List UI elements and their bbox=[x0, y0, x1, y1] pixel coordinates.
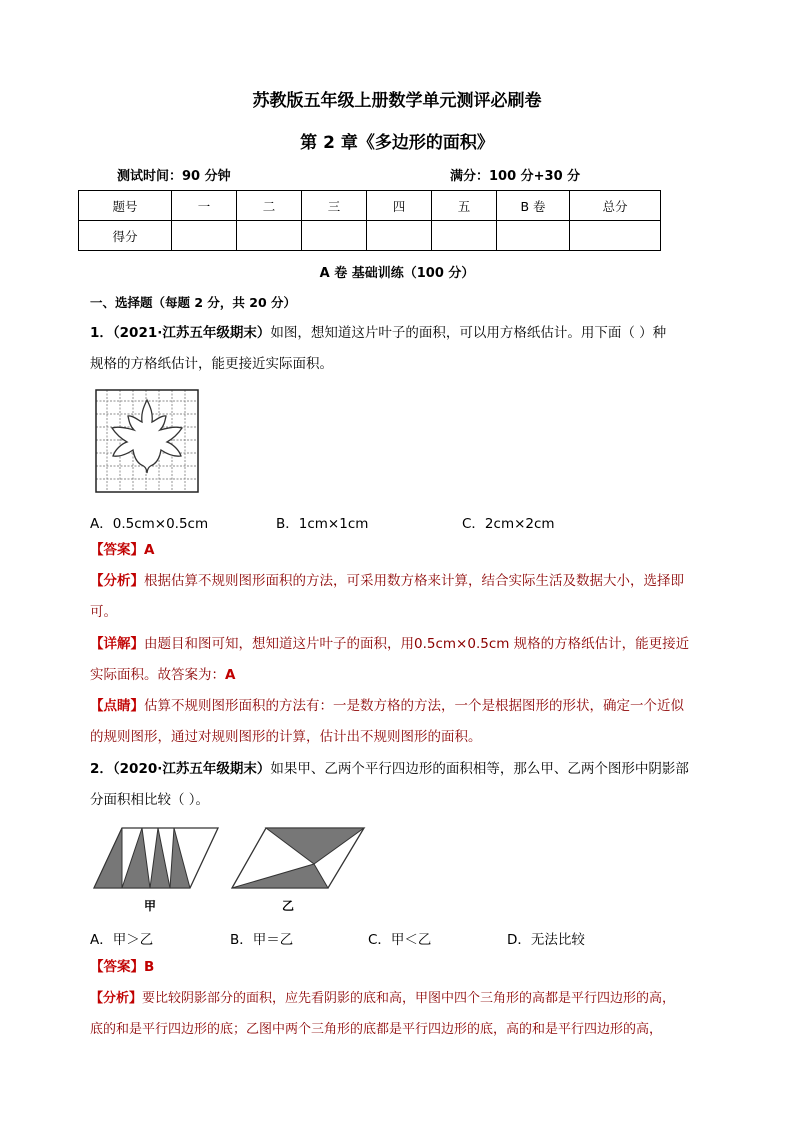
q2-option-b[interactable]: B．甲＝乙 bbox=[230, 932, 294, 948]
q2-analysis-line1: 要比较阴影部分的面积，应先看阴影的底和高，甲图中四个三角形的高都是平行四边形的高， bbox=[142, 991, 676, 1006]
q1-tip-line1: 估算不规则图形面积的方法有：一是数方格的方法，一个是根据图形的形状，确定一个近似 bbox=[144, 698, 684, 714]
score-table-header-row bbox=[79, 191, 661, 221]
q1-analysis-line1: 根据估算不规则图形面积的方法，可采用数方格来计算，结合实际生活及数据大小，选择即 bbox=[144, 573, 684, 589]
q1-tip-tag: 【点睛】 bbox=[90, 698, 144, 714]
q1-number: 1． bbox=[90, 325, 113, 341]
score-cell[interactable] bbox=[172, 221, 237, 251]
score-header-cell: 四 bbox=[367, 191, 432, 221]
test-time: 测试时间：90 分钟 bbox=[117, 169, 231, 184]
score-cell[interactable] bbox=[237, 221, 302, 251]
score-header-cell: 题号 bbox=[79, 191, 172, 221]
q2-answer-value: B bbox=[144, 959, 155, 975]
leaf-shape bbox=[112, 400, 182, 473]
q1-detail-line1: 由题目和图可知，想知道这片叶子的面积，用0.5cm×0.5cm 规格的方格纸估计，能更接近 bbox=[144, 636, 690, 652]
q2-option-d[interactable]: D．无法比较 bbox=[507, 932, 585, 948]
score-row-label: 得分 bbox=[79, 221, 172, 251]
q1-option-c[interactable]: C．2cm×2cm bbox=[462, 516, 555, 532]
figure-label-yi: 乙 bbox=[282, 899, 295, 913]
q1-detail-line2: 实际面积。故答案为： bbox=[90, 667, 225, 683]
q1-detail-tag: 【详解】 bbox=[90, 636, 144, 652]
q1-detail bbox=[90, 629, 708, 691]
q1-answer-value: A bbox=[144, 542, 155, 558]
chapter-subtitle: 第 2 章《多边形的面积》 bbox=[300, 133, 494, 153]
score-header-cell: B 卷 bbox=[497, 191, 570, 221]
q1-answer bbox=[90, 535, 708, 566]
q1-detail-answer: A bbox=[225, 667, 236, 683]
q1-tip bbox=[90, 691, 708, 753]
q1-source: （2021·江苏五年级期末） bbox=[112, 325, 271, 341]
part-one-heading: 一、选择题（每题 2 分，共 20 分） bbox=[90, 295, 297, 310]
q1-text-line2: 规格的方格纸估计，能更接近实际面积。 bbox=[90, 356, 333, 372]
score-header-cell: 五 bbox=[432, 191, 497, 221]
q2-analysis-line2: 底的和是平行四边形的底；乙图中两个三角形的底都是平行四边形的底，高的和是平行四边形的高， bbox=[90, 1022, 663, 1037]
section-a-heading: A 卷 基础训练（100 分） bbox=[319, 266, 475, 281]
q1-option-a[interactable]: A．0.5cm×0.5cm bbox=[90, 516, 209, 532]
shaded-triangle bbox=[94, 828, 122, 888]
q1-analysis bbox=[90, 566, 708, 628]
q1-tip-line2: 的规则图形，通过对规则图形的计算，估计出不规则图形的面积。 bbox=[90, 729, 482, 745]
q2-option-c[interactable]: C．甲＜乙 bbox=[368, 932, 432, 948]
q2-text bbox=[90, 754, 708, 816]
score-table-score-row bbox=[79, 221, 661, 251]
q1-option-b[interactable]: B．1cm×1cm bbox=[276, 516, 369, 532]
score-header-cell: 一 bbox=[172, 191, 237, 221]
leaf-grid-figure bbox=[94, 388, 200, 494]
q2-source: （2020·江苏五年级期末） bbox=[112, 761, 271, 777]
score-cell[interactable] bbox=[570, 221, 661, 251]
figure-label-jia: 甲 bbox=[144, 899, 157, 913]
q1-text bbox=[90, 318, 708, 380]
score-cell[interactable] bbox=[432, 221, 497, 251]
score-header-cell: 二 bbox=[237, 191, 302, 221]
score-header-cell: 总分 bbox=[570, 191, 661, 221]
parallelogram-yi-figure bbox=[230, 826, 366, 892]
q2-analysis bbox=[90, 983, 708, 1045]
q2-text-line2: 分面积相比较（ ）。 bbox=[90, 792, 210, 808]
score-cell[interactable] bbox=[302, 221, 367, 251]
parallelogram-jia-figure bbox=[92, 826, 220, 892]
q2-text-line1: 如果甲、乙两个平行四边形的面积相等，那么甲、乙两个图形中阴影部 bbox=[270, 761, 689, 777]
score-header-cell: 三 bbox=[302, 191, 367, 221]
score-cell[interactable] bbox=[367, 221, 432, 251]
full-score: 满分：100 分+30 分 bbox=[450, 169, 581, 184]
q1-text-line1: 如图，想知道这片叶子的面积，可以用方格纸估计。用下面（ ）种 bbox=[270, 325, 667, 341]
q2-option-a[interactable]: A．甲＞乙 bbox=[90, 932, 154, 948]
q2-analysis-tag: 【分析】 bbox=[90, 991, 143, 1006]
q2-answer bbox=[90, 952, 708, 983]
document-title: 苏教版五年级上册数学单元测评必刷卷 bbox=[252, 91, 542, 111]
q1-analysis-line2: 可。 bbox=[90, 604, 117, 620]
q2-answer-tag: 【答案】 bbox=[90, 959, 144, 975]
q1-analysis-tag: 【分析】 bbox=[90, 573, 144, 589]
score-cell[interactable] bbox=[497, 221, 570, 251]
q1-answer-tag: 【答案】 bbox=[90, 542, 144, 558]
score-table bbox=[78, 190, 661, 251]
q2-number: 2． bbox=[90, 761, 113, 777]
